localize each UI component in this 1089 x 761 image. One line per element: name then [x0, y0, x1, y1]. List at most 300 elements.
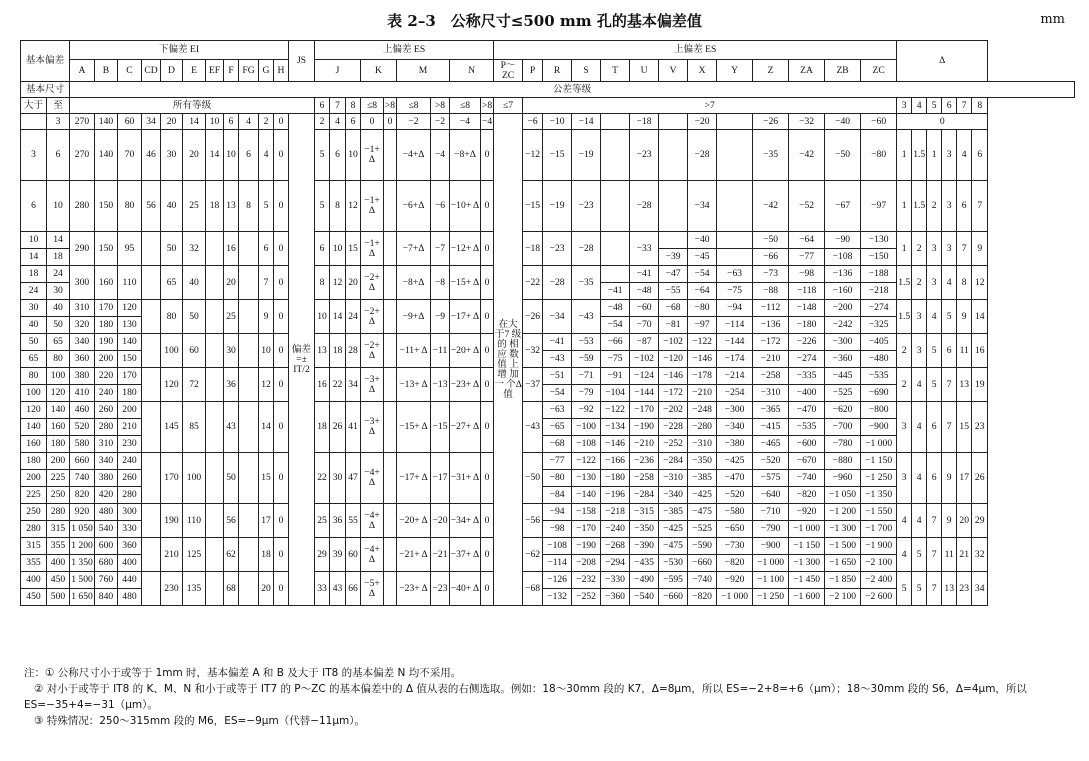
table-cell: ZC: [861, 60, 897, 82]
table-cell: −4+ Δ: [361, 453, 384, 504]
table-cell: [206, 572, 224, 606]
table-cell: −122: [688, 334, 717, 351]
table-cell: 190: [161, 504, 183, 538]
table-cell: −340: [717, 419, 753, 436]
table-cell: −100: [572, 419, 601, 436]
table-cell: −470: [717, 470, 753, 487]
table-cell: 315: [21, 538, 47, 555]
table-cell: −274: [861, 300, 897, 317]
table-cell: 60: [183, 334, 206, 368]
table-cell: 9: [259, 300, 274, 334]
table-cell: 14: [330, 300, 346, 334]
table-cell: [142, 232, 161, 266]
table-cell: −1+ Δ: [361, 130, 384, 181]
table-cell: −13: [431, 368, 450, 402]
table-cell: −226: [789, 334, 825, 351]
table-cell: −435: [630, 555, 659, 572]
notes: [24, 665, 1064, 729]
table-cell: 0: [361, 114, 384, 130]
table-row: [21, 114, 1075, 130]
table-cell: 135: [183, 572, 206, 606]
table-cell: −42: [789, 130, 825, 181]
table-cell: 230: [118, 436, 142, 453]
table-cell: 250: [21, 504, 47, 521]
table-cell: −330: [601, 572, 630, 589]
table-cell: −160: [825, 283, 861, 300]
table-cell: 19: [972, 368, 988, 402]
table-cell: 125: [183, 538, 206, 572]
table-cell: −240: [601, 521, 630, 538]
table-cell: 300: [118, 504, 142, 521]
table-cell: 5: [912, 572, 927, 606]
table-cell: −740: [688, 572, 717, 589]
table-cell: 0: [481, 181, 494, 232]
table-cell: −50: [825, 130, 861, 181]
table-cell: −9+Δ: [397, 300, 431, 334]
table-cell: −1+ Δ: [361, 232, 384, 266]
table-cell: 10: [346, 130, 361, 181]
table-cell: −15: [523, 181, 543, 232]
table-cell: 8: [239, 181, 259, 232]
table-cell: 50: [47, 317, 70, 334]
table-cell: [206, 504, 224, 538]
table-cell: [206, 300, 224, 334]
table-cell: −28: [543, 266, 572, 300]
table-cell: −130: [861, 232, 897, 249]
table-cell: −1 450: [789, 572, 825, 589]
table-cell: 4: [927, 300, 942, 334]
table-cell: −4: [431, 130, 450, 181]
table-cell: −118: [789, 283, 825, 300]
table-cell: −114: [543, 555, 572, 572]
table-cell: −294: [601, 555, 630, 572]
table-cell: 740: [70, 470, 95, 487]
table-cell: K: [361, 60, 397, 82]
table-cell: 580: [70, 436, 95, 453]
table-cell: 100: [47, 368, 70, 385]
table-cell: −43: [523, 402, 543, 453]
table-cell: Δ: [897, 41, 988, 82]
table-cell: 660: [70, 453, 95, 470]
table-row: [21, 453, 1075, 470]
table-cell: 3: [897, 98, 912, 114]
table-cell: [384, 300, 397, 334]
table-row: [21, 232, 1075, 249]
table-cell: 380: [70, 368, 95, 385]
table-cell: 56: [224, 504, 239, 538]
table-cell: −68: [659, 300, 688, 317]
table-cell: 120: [118, 300, 142, 317]
table-cell: 5: [912, 538, 927, 572]
table-cell: 62: [224, 538, 239, 572]
table-cell: 29: [972, 504, 988, 538]
table-cell: J: [315, 60, 361, 82]
table-cell: −920: [717, 572, 753, 589]
table-cell: 210: [161, 538, 183, 572]
table-cell: −4: [450, 114, 481, 130]
table-cell: 7: [957, 232, 972, 266]
table-cell: >8: [431, 98, 450, 114]
table-cell: −470: [789, 402, 825, 419]
table-cell: −28: [630, 181, 659, 232]
table-cell: 0: [384, 114, 397, 130]
table-cell: [659, 130, 688, 181]
table-cell: [206, 453, 224, 504]
table-cell: [239, 368, 259, 402]
table-cell: −880: [825, 453, 861, 470]
table-cell: −108: [543, 538, 572, 555]
table-cell: −34+ Δ: [450, 504, 481, 538]
table-cell: 72: [183, 368, 206, 402]
table-row: [21, 300, 1075, 317]
table-cell: 60: [346, 538, 361, 572]
table-cell: M: [397, 60, 450, 82]
table-cell: −51: [543, 368, 572, 385]
table-cell: 10: [206, 114, 224, 130]
table-cell: −174: [717, 351, 753, 368]
table-cell: −520: [717, 487, 753, 504]
table-cell: T: [601, 60, 630, 82]
table-cell: −144: [630, 385, 659, 402]
table-cell: 24: [47, 266, 70, 283]
table-cell: −820: [688, 589, 717, 606]
table-cell: −53: [572, 334, 601, 351]
table-cell: −415: [753, 419, 789, 436]
table-cell: −6: [523, 114, 543, 130]
table-cell: 6: [942, 334, 957, 368]
table-cell: 6: [239, 130, 259, 181]
table-cell: [239, 334, 259, 368]
table-cell: −218: [861, 283, 897, 300]
table-row: [21, 266, 1075, 283]
table-cell: 2: [897, 368, 912, 402]
table-cell: −18: [523, 232, 543, 266]
table-cell: [142, 402, 161, 453]
table-cell: 7: [942, 402, 957, 453]
table-cell: 210: [118, 419, 142, 436]
table-cell: V: [659, 60, 688, 82]
table-cell: −80: [543, 470, 572, 487]
table-cell: F: [224, 60, 239, 82]
table-cell: 160: [47, 419, 70, 436]
table-cell: R: [543, 60, 572, 82]
table-cell: −14: [572, 114, 601, 130]
table-cell: [384, 266, 397, 300]
table-cell: 40: [161, 181, 183, 232]
table-cell: 0: [481, 538, 494, 572]
table-cell: −820: [789, 487, 825, 504]
table-cell: 13: [957, 368, 972, 402]
table-cell: 2: [315, 114, 330, 130]
table-cell: 12: [972, 266, 988, 300]
table-cell: 180: [21, 453, 47, 470]
table-cell: −68: [543, 436, 572, 453]
table-cell: [659, 114, 688, 130]
table-cell: −730: [717, 538, 753, 555]
table-cell: 4: [897, 504, 912, 538]
table-cell: −280: [688, 419, 717, 436]
table-cell: 24: [21, 283, 47, 300]
table-cell: −150: [861, 249, 897, 266]
table-cell: −27+ Δ: [450, 402, 481, 453]
table-cell: −820: [717, 555, 753, 572]
table-cell: −19: [543, 181, 572, 232]
table-cell: 2: [897, 334, 912, 368]
table-cell: −43: [572, 300, 601, 334]
table-cell: −70: [630, 317, 659, 334]
table-cell: −200: [825, 300, 861, 317]
table-cell: −88: [753, 283, 789, 300]
table-cell: [206, 266, 224, 300]
table-cell: −1 100: [753, 572, 789, 589]
table-cell: −172: [753, 334, 789, 351]
table-cell: −2+ Δ: [361, 334, 384, 368]
table-cell: 0: [481, 232, 494, 266]
table-cell: −140: [572, 487, 601, 504]
table-cell: [384, 368, 397, 402]
table-cell: 56: [142, 181, 161, 232]
table-cell: 200: [47, 453, 70, 470]
table-cell: −122: [572, 453, 601, 470]
table-cell: −1 300: [825, 521, 861, 538]
table-cell: −23+ Δ: [397, 572, 431, 606]
table-cell: 140: [95, 130, 118, 181]
table-cell: −71: [572, 368, 601, 385]
table-cell: 0: [897, 114, 988, 130]
table-cell: −2+ Δ: [361, 300, 384, 334]
table-cell: 1.5: [912, 181, 927, 232]
table-cell: P～ ZC: [494, 60, 523, 82]
table-cell: −73: [753, 266, 789, 283]
table-cell: 460: [70, 402, 95, 419]
table-cell: −475: [688, 504, 717, 521]
table-cell: 16: [972, 334, 988, 368]
table-cell: 30: [161, 130, 183, 181]
table-cell: [239, 572, 259, 606]
table-cell: −20: [431, 504, 450, 538]
table-cell: 所有等级: [70, 98, 315, 114]
table-cell: −50: [753, 232, 789, 249]
table-cell: 170: [95, 300, 118, 317]
table-cell: [384, 504, 397, 538]
table-cell: 47: [346, 453, 361, 504]
table-cell: 11: [942, 538, 957, 572]
table-cell: 270: [70, 114, 95, 130]
table-cell: ZB: [825, 60, 861, 82]
table-cell: 10: [47, 181, 70, 232]
table-cell: [239, 232, 259, 266]
table-cell: [239, 266, 259, 300]
table-cell: −23: [572, 181, 601, 232]
table-cell: −1 000: [717, 589, 753, 606]
table-cell: −258: [630, 470, 659, 487]
table-cell: [717, 130, 753, 181]
table-cell: −28: [572, 232, 601, 266]
table-cell: −170: [630, 402, 659, 419]
table-cell: −94: [543, 504, 572, 521]
table-cell: 33: [315, 572, 330, 606]
table-cell: −340: [659, 487, 688, 504]
table-cell: −445: [825, 368, 861, 385]
table-cell: −75: [601, 351, 630, 368]
table-cell: −20: [688, 114, 717, 130]
table-cell: >8: [481, 98, 494, 114]
table-cell: 600: [95, 538, 118, 555]
table-cell: 40: [47, 300, 70, 317]
table-cell: −360: [601, 589, 630, 606]
table-cell: 5: [927, 334, 942, 368]
table-cell: −2 100: [861, 555, 897, 572]
table-cell: 2: [912, 266, 927, 300]
table-cell: −5+ Δ: [361, 572, 384, 606]
table-cell: 85: [183, 402, 206, 453]
table-cell: [601, 232, 630, 266]
table-cell: −1 550: [861, 504, 897, 521]
table-cell: 110: [118, 266, 142, 300]
table-cell: 170: [118, 368, 142, 385]
table-cell: 18: [47, 249, 70, 266]
table-cell: −48: [630, 283, 659, 300]
table-cell: −232: [572, 572, 601, 589]
table-cell: 10: [224, 130, 239, 181]
table-cell: 5: [927, 368, 942, 402]
table-cell: −13+ Δ: [397, 368, 431, 402]
table-row: [21, 402, 1075, 419]
table-cell: −535: [861, 368, 897, 385]
table-cell: −32: [523, 334, 543, 368]
table-cell: −4+Δ: [397, 130, 431, 181]
table-cell: 520: [70, 419, 95, 436]
table-cell: −8+Δ: [450, 130, 481, 181]
table-cell: 10: [259, 334, 274, 368]
table-cell: 480: [95, 504, 118, 521]
table-cell: 6: [259, 232, 274, 266]
table-cell: −63: [543, 402, 572, 419]
table-cell: 6: [315, 98, 330, 114]
table-cell: 80: [47, 351, 70, 368]
table-cell: −66: [753, 249, 789, 266]
table-cell: 5: [259, 181, 274, 232]
table-cell: −1 500: [825, 538, 861, 555]
table-cell: −180: [789, 317, 825, 334]
table-cell: 0: [481, 334, 494, 368]
table-cell: 34: [142, 114, 161, 130]
table-cell: 400: [47, 555, 70, 572]
table-cell: 66: [346, 572, 361, 606]
table-cell: 32: [183, 232, 206, 266]
table-cell: [717, 114, 753, 130]
table-cell: 16: [224, 232, 239, 266]
table-cell: −23: [431, 572, 450, 606]
table-row: [21, 368, 1075, 385]
table-cell: −525: [825, 385, 861, 402]
table-cell: 5: [942, 300, 957, 334]
table-cell: −6: [431, 181, 450, 232]
table-cell: −42: [753, 181, 789, 232]
table-cell: −136: [753, 317, 789, 334]
table-cell: 3: [47, 114, 70, 130]
table-cell: −1 000: [753, 555, 789, 572]
table-cell: −188: [861, 266, 897, 283]
table-cell: 0: [274, 300, 289, 334]
table-cell: 0: [274, 538, 289, 572]
table-cell: −43: [543, 351, 572, 368]
table-cell: −258: [753, 368, 789, 385]
table-cell: [717, 181, 753, 232]
table-cell: 15: [346, 232, 361, 266]
table-cell: 55: [346, 504, 361, 538]
table-cell: 14: [259, 402, 274, 453]
table-cell: −690: [861, 385, 897, 402]
table-cell: 26: [972, 453, 988, 504]
table-cell: 65: [47, 334, 70, 351]
table-cell: 480: [118, 589, 142, 606]
table-cell: 30: [330, 453, 346, 504]
table-cell: −960: [825, 470, 861, 487]
table-cell: 4: [957, 130, 972, 181]
table-cell: ZA: [789, 60, 825, 82]
table-cell: 80: [21, 368, 47, 385]
table-cell: −170: [572, 521, 601, 538]
table-cell: 43: [330, 572, 346, 606]
table-cell: 450: [21, 589, 47, 606]
table-cell: −98: [789, 266, 825, 283]
table-cell: 330: [118, 521, 142, 538]
table-cell: 50: [224, 453, 239, 504]
table-cell: −196: [601, 487, 630, 504]
table-cell: −39: [659, 249, 688, 266]
table-cell: −252: [659, 436, 688, 453]
table-cell: 46: [142, 130, 161, 181]
table-cell: 300: [70, 266, 95, 300]
table-cell: 4: [912, 402, 927, 453]
table-cell: 3: [912, 300, 927, 334]
table-cell: 180: [95, 317, 118, 334]
table-cell: −780: [825, 436, 861, 453]
table-cell: 25: [224, 300, 239, 334]
table-cell: −300: [825, 334, 861, 351]
table-cell: B: [95, 60, 118, 82]
table-cell: 340: [70, 334, 95, 351]
table-cell: 7: [330, 98, 346, 114]
table-cell: −136: [825, 266, 861, 283]
table-cell: −17: [431, 453, 450, 504]
table-cell: 41: [346, 402, 361, 453]
table-cell: 20: [183, 130, 206, 181]
table-cell: −63: [717, 266, 753, 283]
note-line: ② 对小于或等于 IT8 的 K、M、N 和小于或等于 IT7 的 P～ZC 的基本偏差中的 Δ 值从表的右侧选取。例如：18～30mm 段的 K7，Δ=8μm，所以 ES=−2+8=+6（μm）；18～30mm 段的 S6，Δ=4μm，所以: [34, 683, 1027, 695]
table-cell: −660: [688, 555, 717, 572]
table-cell: 10: [330, 232, 346, 266]
table-cell: [384, 402, 397, 453]
table-cell: −23: [630, 130, 659, 181]
table-cell: 17: [957, 453, 972, 504]
table-cell: −28: [688, 130, 717, 181]
table-cell: 80: [161, 300, 183, 334]
table-cell: −252: [572, 589, 601, 606]
table-cell: 6: [927, 453, 942, 504]
table-cell: −425: [717, 453, 753, 470]
table-cell: −126: [543, 572, 572, 589]
note-line: 注：① 公称尺寸小于或等于 1mm 时，基本偏差 A 和 B 及大于 IT8 的基本偏差 N 均不采用。: [24, 667, 462, 679]
table-cell: 3: [912, 334, 927, 368]
table-cell: 14: [21, 249, 47, 266]
table-cell: 30: [47, 283, 70, 300]
table-cell: D: [161, 60, 183, 82]
table-cell: 50: [21, 334, 47, 351]
note-line: ③ 特殊情况：250～315mm 段的 M6，ES=−9μm（代替−11μm）。: [34, 715, 366, 727]
table-cell: [659, 181, 688, 232]
